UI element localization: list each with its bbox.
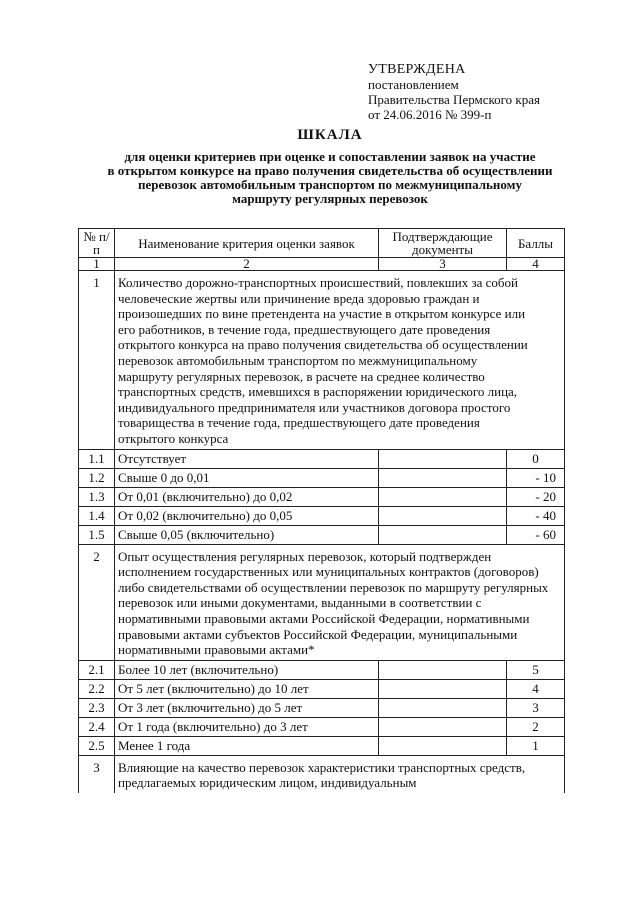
table-row bbox=[79, 736, 565, 755]
subtitle-line: маршруту регулярных перевозок bbox=[232, 191, 428, 206]
criterion-text: Количество дорожно-транспортных происшествий, повлекших за собой человеческие жертвы или причинение вреда здоровью граждан и произошедших по вине претендента на участие в открытом конкурсе или его работников, в течение года, предшествующего дате проведения открытого конкурса на право получения свидетельства об осуществлении перевозок автомобильным транспортом по межмуниципальному маршруту регулярных перевозок, в расчете на среднее количество транспортных средств, имевшихся в распоряжении юридического лица, индивидуального предпринимателя или участников договора простого товарищества в течение года, предшествующего дате проведения открытого конкурса bbox=[115, 271, 565, 450]
index-cell: 4 bbox=[507, 258, 565, 271]
docs-cell bbox=[379, 660, 507, 679]
criterion-text: Влияющие на качество перевозок характеристики транспортных средств, предлагаемых юридическим лицом, индивидуальным bbox=[115, 755, 565, 793]
row-number: 1 bbox=[79, 271, 115, 450]
score-cell: 5 bbox=[507, 660, 565, 679]
table-row bbox=[79, 679, 565, 698]
docs-cell bbox=[379, 506, 507, 525]
table-row bbox=[79, 755, 565, 793]
row-number: 1.2 bbox=[79, 468, 115, 487]
row-number: 2.5 bbox=[79, 736, 115, 755]
docs-cell bbox=[379, 449, 507, 468]
index-cell: 2 bbox=[115, 258, 379, 271]
score-cell: - 40 bbox=[507, 506, 565, 525]
row-number: 1.1 bbox=[79, 449, 115, 468]
table-row bbox=[79, 506, 565, 525]
header-docs: Подтверждающие документы bbox=[379, 229, 507, 258]
score-cell: - 10 bbox=[507, 468, 565, 487]
table-row bbox=[79, 449, 565, 468]
criterion-text: От 0,01 (включительно) до 0,02 bbox=[115, 487, 379, 506]
subtitle-line: для оценки критериев при оценке и сопоставлении заявок на участие bbox=[124, 149, 536, 164]
row-number: 3 bbox=[79, 755, 115, 793]
header-num: № п/п bbox=[79, 229, 115, 258]
score-cell: - 20 bbox=[507, 487, 565, 506]
criterion-text: Свыше 0,05 (включительно) bbox=[115, 525, 379, 544]
approval-line: постановлением bbox=[368, 77, 459, 92]
approval-line: Правительства Пермского края bbox=[368, 92, 540, 107]
table-row bbox=[79, 698, 565, 717]
row-number: 2.3 bbox=[79, 698, 115, 717]
subtitle-line: перевозок автомобильным транспортом по межмуниципальному bbox=[138, 177, 522, 192]
table-row bbox=[79, 468, 565, 487]
criterion-text: Более 10 лет (включительно) bbox=[115, 660, 379, 679]
table-row bbox=[79, 717, 565, 736]
score-cell: 2 bbox=[507, 717, 565, 736]
docs-cell bbox=[379, 468, 507, 487]
row-number: 2.4 bbox=[79, 717, 115, 736]
subtitle-line: в открытом конкурсе на право получения свидетельства об осуществлении bbox=[107, 163, 553, 178]
criterion-text: Отсутствует bbox=[115, 449, 379, 468]
header-criterion: Наименование критерия оценки заявок bbox=[115, 229, 379, 258]
docs-cell bbox=[379, 487, 507, 506]
table-row bbox=[79, 544, 565, 660]
header-score: Баллы bbox=[507, 229, 565, 258]
score-cell: 3 bbox=[507, 698, 565, 717]
score-cell: 0 bbox=[507, 449, 565, 468]
row-number: 2.2 bbox=[79, 679, 115, 698]
score-cell: 1 bbox=[507, 736, 565, 755]
criteria-table bbox=[78, 228, 565, 793]
criterion-text: От 0,02 (включительно) до 0,05 bbox=[115, 506, 379, 525]
approval-stamp bbox=[368, 62, 540, 122]
criterion-text: От 1 года (включительно) до 3 лет bbox=[115, 717, 379, 736]
index-cell: 3 bbox=[379, 258, 507, 271]
score-cell: - 60 bbox=[507, 525, 565, 544]
criterion-text: От 5 лет (включительно) до 10 лет bbox=[115, 679, 379, 698]
approval-line: от 24.06.2016 № 399-п bbox=[368, 107, 492, 122]
row-number: 2 bbox=[79, 544, 115, 660]
criterion-text: Опыт осуществления регулярных перевозок, который подтвержден исполнением государственных или муниципальных контрактов (договоров) либо свидетельствами об осуществлении перевозок по маршруту регулярных перевозок или иными документами, выданными в соответствии с нормативными правовыми актами Российской Федерации, нормативными правовыми актами субъектов Российской Федерации, муниципальными нормативными правовыми актами* bbox=[115, 544, 565, 660]
docs-cell bbox=[379, 736, 507, 755]
criterion-text: Свыше 0 до 0,01 bbox=[115, 468, 379, 487]
docs-cell bbox=[379, 717, 507, 736]
index-cell: 1 bbox=[79, 258, 115, 271]
document-title: ШКАЛА bbox=[297, 127, 363, 143]
table-row bbox=[79, 525, 565, 544]
docs-cell bbox=[379, 698, 507, 717]
row-number: 2.1 bbox=[79, 660, 115, 679]
document-subtitle bbox=[40, 150, 620, 206]
table-row bbox=[79, 660, 565, 679]
docs-cell bbox=[379, 525, 507, 544]
table-header-row bbox=[79, 229, 565, 258]
table-index-row bbox=[79, 258, 565, 271]
table-row bbox=[79, 487, 565, 506]
docs-cell bbox=[379, 679, 507, 698]
table-row bbox=[79, 271, 565, 450]
criterion-text: От 3 лет (включительно) до 5 лет bbox=[115, 698, 379, 717]
approval-title: УТВЕРЖДЕНА bbox=[368, 62, 466, 77]
score-cell: 4 bbox=[507, 679, 565, 698]
row-number: 1.4 bbox=[79, 506, 115, 525]
criterion-text: Менее 1 года bbox=[115, 736, 379, 755]
row-number: 1.5 bbox=[79, 525, 115, 544]
row-number: 1.3 bbox=[79, 487, 115, 506]
